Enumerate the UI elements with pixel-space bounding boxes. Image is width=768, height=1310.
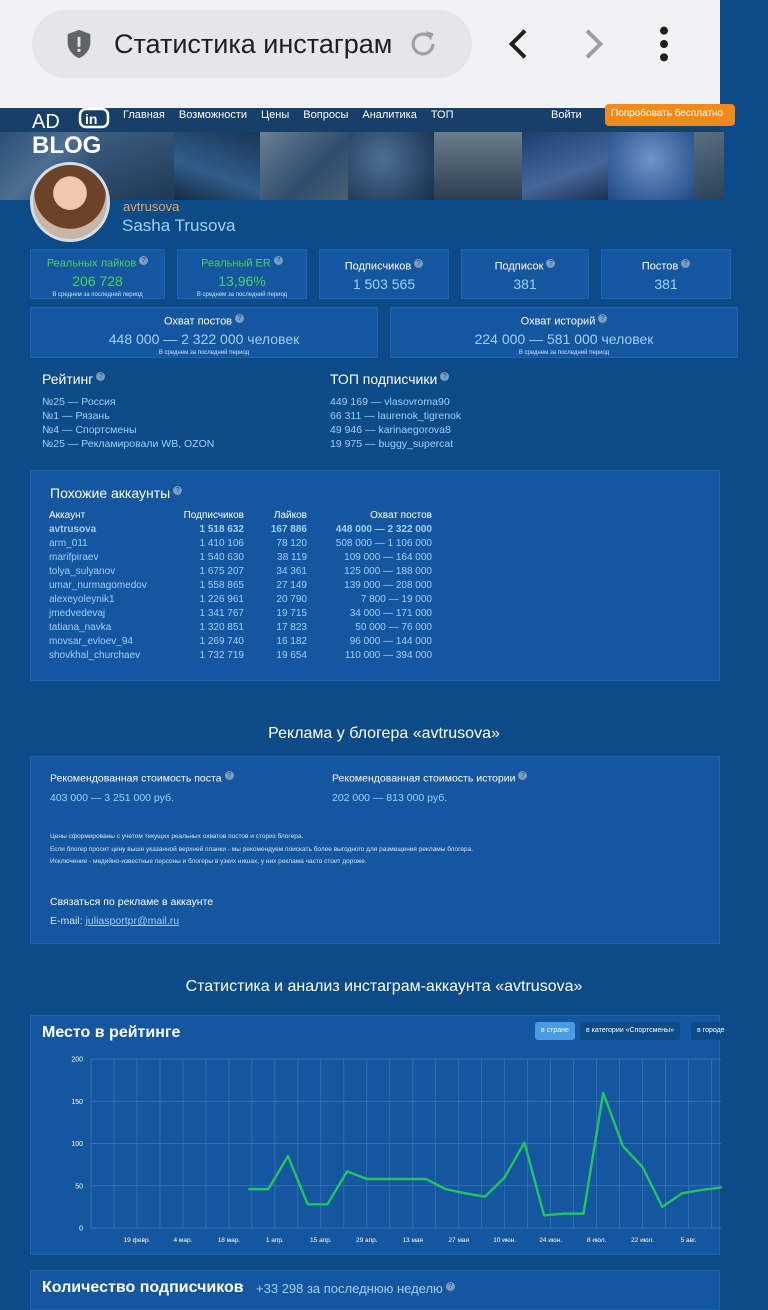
rank-data-point [583,1213,585,1215]
real-likes-value: 206 728 [72,272,123,289]
story-reach-sub: В среднем за последний период [518,349,610,356]
x-tick-label: 1 апр. [265,1237,284,1244]
ads-card [30,756,720,944]
post-reach-value: 448 000 — 2 322 000 человек [108,330,300,347]
rank-data-point [543,1215,545,1217]
help-icon[interactable]: ? [546,259,555,268]
account-link[interactable]: shovkhal_churchaev [49,650,141,661]
rank-data-point [307,1204,309,1206]
y-tick-label: 100 [71,1141,83,1148]
rank-data-point [484,1196,486,1198]
cell-followers: 1 558 865 [199,580,244,591]
banner-photo [174,132,260,200]
cell-reach: 448 000 — 2 322 000 [335,524,432,535]
rank-chart-title: Место в рейтинге [42,1024,181,1041]
banner-photo [694,132,724,200]
help-icon[interactable]: ? [414,259,423,268]
real-likes-sub: В среднем за последний период [52,291,143,298]
x-tick-label: 29 апр. [356,1237,378,1244]
cell-followers: 1 320 851 [199,622,244,633]
real-er-value: 13,96% [218,272,266,289]
account-link[interactable]: marifpiraev [49,552,99,563]
contact-email-row [50,915,179,927]
story-price-label: Рекомендованная стоимость истории [332,772,516,785]
nav-faq[interactable]: Вопросы [303,109,349,121]
cell-followers: 1 675 207 [199,566,244,577]
rank-data-point [563,1213,565,1215]
logo-badge: in [85,111,98,127]
help-icon[interactable]: ? [96,372,105,381]
rank-data-point [701,1189,703,1191]
rank-data-point [524,1142,526,1144]
rank-data-point [622,1145,624,1147]
col-followers: Подписчиков [183,509,244,521]
top-follower-item[interactable]: 449 169 — vlasovroma90 [330,396,450,408]
post-price-value: 403 000 — 3 251 000 руб. [50,792,174,804]
nav-top[interactable]: ТОП [430,109,454,121]
price-note: Если блогер просит цену выше указанной верхней планки - мы рекомендуем поискать более выгодного для размещения рекламы блогера. [50,846,474,853]
top-followers-title: ТОП подписчики [330,371,438,387]
shield-icon[interactable] [62,27,96,61]
nav-prices[interactable]: Цены [261,109,290,121]
cell-reach: 50 000 — 76 000 [355,622,432,633]
contact-label: Связаться по рекламе в аккаунте [50,896,214,908]
rank-data-point [662,1206,664,1208]
col-account: Аккаунт [49,509,86,521]
reload-icon[interactable] [406,27,440,61]
cell-reach: 96 000 — 144 000 [349,636,432,647]
price-note: Цены сформированы с учетом текущих реальных охватов постов и сториз блогера. [50,833,304,840]
posts-stat-value: 381 [654,275,678,292]
following-stat-label: Подписок [494,260,544,273]
account-link[interactable]: tatiana_navka [49,622,112,633]
help-icon[interactable]: ? [235,314,244,323]
table-row [49,635,432,649]
following-stat-card [461,249,589,299]
adblog-logo[interactable] [16,108,120,159]
story-reach-value: 224 000 — 581 000 человек [474,330,654,347]
browser-toolbar [0,0,720,108]
rank-chart-card [30,1015,725,1255]
account-link[interactable]: alexeyoleynik1 [49,594,115,605]
similar-title: Похожие аккаунты [50,485,171,501]
posts-stat-card [601,249,731,299]
post-reach-label: Охват постов [163,315,233,328]
x-tick-label: 8 июл. [586,1237,607,1244]
rank-data-point [465,1193,467,1195]
rank-data-point [366,1178,368,1180]
x-tick-label: 4 мар. [173,1237,193,1244]
real-er-sub: В среднем за последний период [196,291,288,298]
rank-data-point [504,1177,506,1179]
rank-data-point [721,1187,723,1189]
account-link[interactable]: avtrusova [49,524,97,535]
address-bar[interactable] [32,10,472,78]
story-price-value: 202 000 — 813 000 руб. [332,792,448,804]
cell-followers: 1 226 961 [199,594,244,605]
cell-followers: 1 410 106 [199,538,244,549]
following-stat-value: 381 [513,275,537,292]
price-note: Исключение - медийно-известные персоны и блогеры в узких нишах, у них реклама часто стоит дороже. [50,858,367,865]
followers-delta-wrap [256,1281,455,1296]
rank-data-point [268,1188,270,1190]
x-tick-label: 22 июл. [631,1237,655,1244]
main-nav [123,108,468,130]
help-icon[interactable]: ? [274,256,283,265]
rank-data-point [445,1188,447,1190]
profile-username[interactable]: avtrusova [123,199,180,214]
y-tick-label: 150 [71,1098,83,1106]
table-row [49,523,432,537]
rating-block [42,371,214,451]
story-reach-label: Охват историй [520,315,596,328]
posts-stat-label: Постов [641,260,679,273]
rank-chart [31,1016,721,1256]
account-link[interactable]: umar_nurmagomedov [49,580,147,591]
rating-item: №1 — Рязань [42,410,110,422]
url-title[interactable]: Статистика инстаграм [114,29,393,59]
rank-data-point [642,1166,644,1168]
banner-photo [434,132,522,200]
rank-data-point [346,1171,348,1173]
table-row [49,649,432,663]
x-tick-label: 19 февр. [123,1237,151,1244]
account-link[interactable]: arm_011 [49,538,88,549]
avatar [30,162,110,242]
cell-likes: 38 119 [277,552,307,563]
y-tick-label: 0 [79,1225,83,1233]
x-tick-label: 27 мая [448,1237,470,1244]
email-link[interactable]: juliasportpr@mail.ru [85,915,180,927]
logo-blog: BLOG [32,132,102,159]
similar-accounts-card [30,470,720,681]
table-row [49,537,432,551]
top-follower-item[interactable]: 19 975 — buggy_supercat [330,438,454,450]
story-reach-card [390,307,738,358]
cell-likes: 20 790 [276,594,307,605]
cell-likes: 34 361 [276,566,307,577]
y-tick-label: 50 [75,1183,83,1191]
rank-data-point [425,1178,427,1180]
help-icon[interactable]: ? [440,372,449,381]
help-icon[interactable]: ? [173,486,182,495]
post-reach-sub: В среднем за последний период [158,349,250,356]
cell-reach: 7 800 — 19 000 [360,594,432,605]
help-icon[interactable]: ? [518,771,527,780]
x-tick-label: 10 июн. [493,1237,517,1244]
help-icon[interactable]: ? [446,1282,455,1291]
cell-likes: 17 823 [276,622,307,633]
tab-city[interactable]: в городе [691,1022,731,1040]
cell-likes: 16 182 [276,636,307,647]
cell-reach: 508 000 — 1 106 000 [335,538,432,549]
col-reach: Охват постов [370,509,432,521]
account-link[interactable]: movsar_evloev_94 [49,636,133,647]
followers-stat-card [319,249,449,299]
email-prefix: E-mail: [50,915,86,927]
help-icon[interactable]: ? [681,259,690,268]
cell-followers: 1 269 740 [199,636,244,647]
rank-data-point [681,1193,683,1195]
y-tick-label: 200 [71,1056,83,1064]
back-icon[interactable] [500,24,540,64]
followers-delta: +33 298 за последнюю неделю [256,1281,443,1296]
x-tick-label: 15 апр. [310,1237,332,1244]
logo-ad: AD [32,111,60,133]
rank-data-point [602,1092,604,1094]
help-icon[interactable]: ? [225,771,234,780]
help-icon[interactable]: ? [598,314,607,323]
cell-followers: 1 341 767 [199,608,244,619]
banner-photo [522,132,608,200]
rating-item: №25 — Россия [42,396,116,408]
table-row [49,551,432,565]
cell-likes: 19 654 [276,650,307,661]
followers-count-title: Количество подписчиков [42,1279,244,1296]
tab-country[interactable]: в стране [535,1022,575,1040]
followers-stat-value: 1 503 565 [352,275,416,292]
rating-item: №4 — Спортсмены [42,424,137,436]
table-row [49,565,432,579]
more-vert-icon[interactable] [644,24,684,64]
account-link[interactable]: tolya_sulyanov [49,566,116,577]
rating-item: №25 — Рекламировали WB, OZON [42,438,215,450]
rank-data-point [405,1178,407,1180]
x-tick-label: 5 авг. [680,1237,697,1244]
col-likes: Лайков [273,509,307,521]
x-tick-label: 24 июн. [539,1237,563,1244]
table-row [49,579,432,593]
nav-home[interactable]: Главная [123,109,165,121]
account-link[interactable]: jmedvedevaj [49,608,106,619]
x-tick-label: 13 мая [402,1237,424,1244]
help-icon[interactable]: ? [139,256,148,265]
cell-likes: 167 886 [270,524,307,535]
rank-data-point [287,1155,289,1157]
login-link[interactable]: Войти [551,109,582,121]
real-er-card [177,249,307,299]
rank-data-point [327,1204,329,1206]
top-follower-item[interactable]: 49 946 — karinaegorova8 [330,424,451,436]
real-er-label: Реальный ER [201,257,271,270]
forward-icon[interactable] [572,24,612,64]
real-likes-label: Реальных лайков [46,257,137,270]
rank-data-point [248,1188,250,1190]
banner-photo [608,132,694,200]
post-price-label: Рекомендованная стоимость поста [50,772,222,785]
top-follower-item[interactable]: 66 311 — laurenok_tigrenok [330,410,462,422]
cell-followers: 1 518 632 [199,524,244,535]
profile-full-name: Sasha Trusova [122,216,236,235]
rank-data-point [386,1178,388,1180]
similar-title-wrap [50,485,182,501]
real-likes-card [30,249,165,299]
followers-count-card [30,1270,720,1310]
table-row [49,621,432,635]
cell-reach: 125 000 — 188 000 [344,566,432,577]
ads-section-title: Реклама у блогера «avtrusova» [268,725,500,742]
cell-reach: 139 000 — 208 000 [344,580,432,591]
cell-likes: 78 120 [276,538,307,549]
cell-followers: 1 732 719 [199,650,244,661]
cell-reach: 110 000 — 394 000 [344,650,432,661]
stats-section-title: Статистика и анализ инстаграм-аккаунта «avtrusova» [185,978,583,995]
nav-features[interactable]: Возможности [178,109,248,121]
table-row [49,593,432,607]
banner-photo [260,132,348,200]
top-followers-block [330,371,461,451]
cell-reach: 34 000 — 171 000 [349,608,432,619]
x-tick-label: 18 мар. [217,1237,241,1244]
followers-stat-label: Подписчиков [344,260,412,273]
cell-likes: 19 715 [276,608,307,619]
banner-photo [348,132,434,200]
try-free-button[interactable]: Попробовать бесплатно [605,104,735,126]
post-reach-card [30,307,378,358]
cell-likes: 27 149 [276,580,307,591]
nav-analytics[interactable]: Аналитика [362,109,417,121]
table-row [49,607,432,621]
rating-title: Рейтинг [42,371,94,387]
cell-followers: 1 540 630 [199,552,244,563]
similar-table [49,509,432,663]
cell-reach: 109 000 — 164 000 [344,552,432,563]
tab-category[interactable]: в категории «Спортсмены» [580,1022,680,1040]
